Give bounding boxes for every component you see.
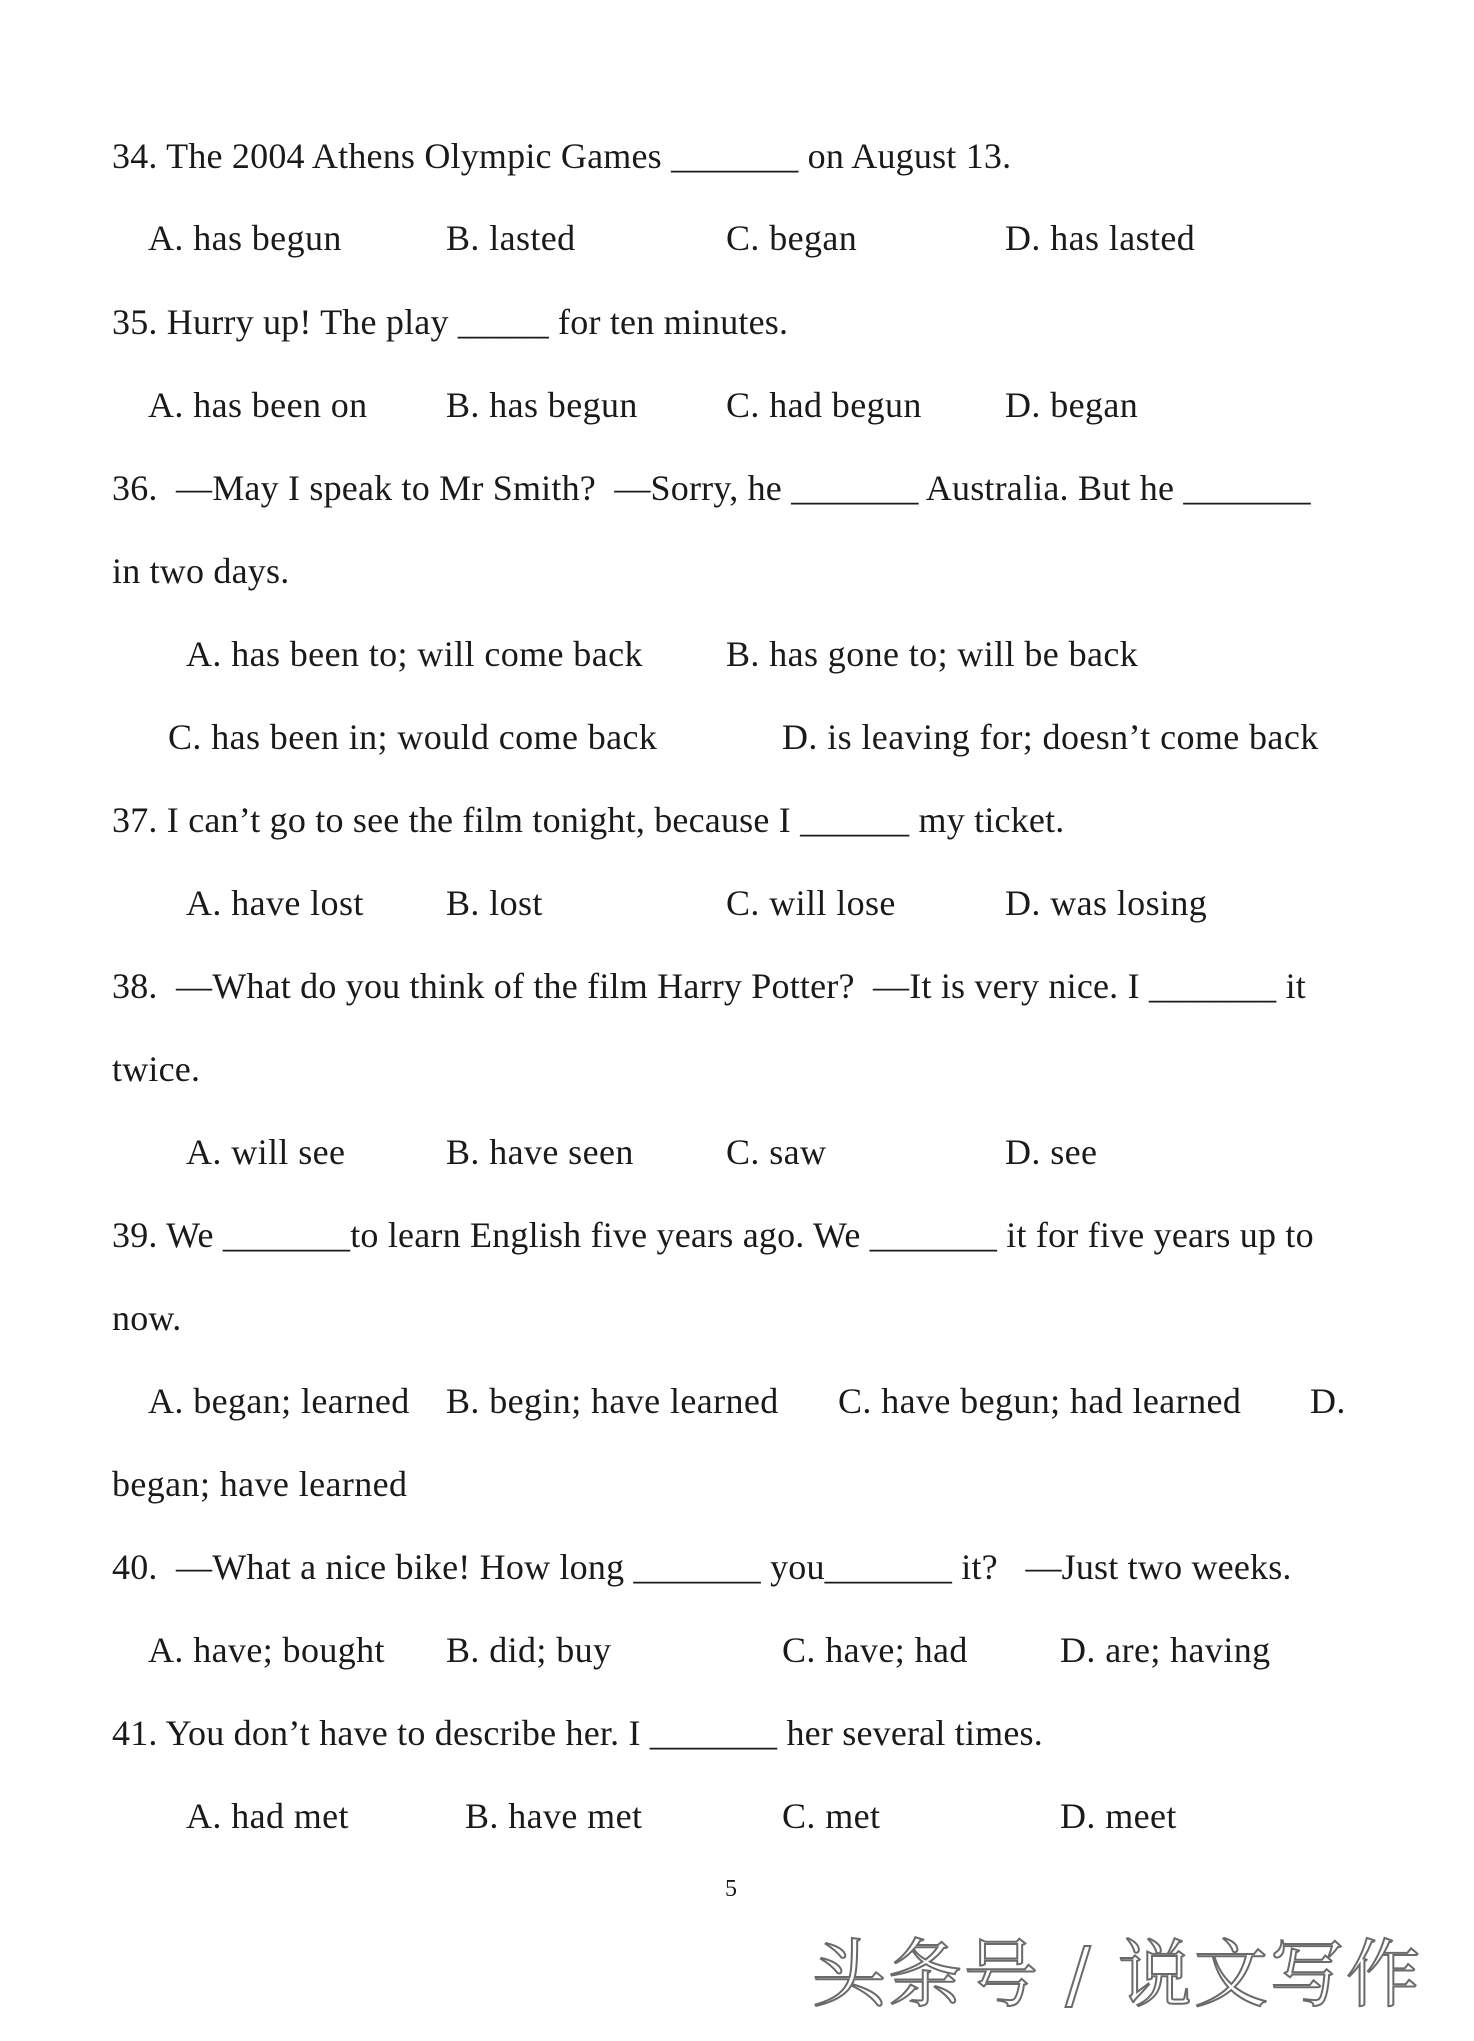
question-38-option-a: A. will see: [186, 1132, 346, 1172]
question-35-option-b: B. has begun: [446, 385, 638, 425]
question-37-stem: 37. I can’t go to see the film tonight, because I ______ my ticket.: [112, 800, 1065, 840]
question-34-option-b: B. lasted: [446, 218, 576, 258]
question-35-option-a: A. has been on: [148, 385, 368, 425]
question-34-stem: 34. The 2004 Athens Olympic Games _______ on August 13.: [112, 136, 1012, 176]
question-37-option-a: A. have lost: [186, 883, 364, 923]
question-39-stem-line-2: now.: [112, 1298, 182, 1338]
question-35-stem: 35. Hurry up! The play _____ for ten minutes.: [112, 302, 789, 342]
question-39-option-d-label: D.: [1310, 1381, 1346, 1421]
question-35-option-c: C. had begun: [726, 385, 922, 425]
question-39-stem-line-1: 39. We _______to learn English five years ago. We _______ it for five years up to: [112, 1215, 1314, 1255]
question-37-option-d: D. was losing: [1005, 883, 1208, 923]
question-35-option-d: D. began: [1005, 385, 1139, 425]
question-36-option-a: A. has been to; will come back: [186, 634, 643, 674]
question-37-option-c: C. will lose: [726, 883, 896, 923]
question-36-stem-line-1: 36. —May I speak to Mr Smith? —Sorry, he _______ Australia. But he _______: [112, 468, 1311, 508]
question-41-option-a: A. had met: [186, 1796, 349, 1836]
question-36-option-d: D. is leaving for; doesn’t come back: [782, 717, 1319, 757]
question-40-option-b: B. did; buy: [446, 1630, 612, 1670]
question-38-stem-line-2: twice.: [112, 1049, 201, 1089]
question-40-option-d: D. are; having: [1060, 1630, 1271, 1670]
question-40-stem: 40. —What a nice bike! How long _______ you_______ it? —Just two weeks.: [112, 1547, 1292, 1587]
question-38-option-d: D. see: [1005, 1132, 1098, 1172]
question-41-option-c: C. met: [782, 1796, 881, 1836]
question-39-option-c: C. have begun; had learned: [838, 1381, 1242, 1421]
question-34-option-a: A. has begun: [148, 218, 342, 258]
question-41-stem: 41. You don’t have to describe her. I _______ her several times.: [112, 1713, 1043, 1753]
question-38-option-c: C. saw: [726, 1132, 827, 1172]
question-38-stem-line-1: 38. —What do you think of the film Harry Potter? —It is very nice. I _______ it: [112, 966, 1306, 1006]
question-34-option-c: C. began: [726, 218, 858, 258]
question-34-option-d: D. has lasted: [1005, 218, 1196, 258]
question-38-option-b: B. have seen: [446, 1132, 634, 1172]
question-39-option-b: B. begin; have learned: [446, 1381, 779, 1421]
question-37-option-b: B. lost: [446, 883, 543, 923]
question-41-option-b: B. have met: [465, 1796, 643, 1836]
question-36-option-c: C. has been in; would come back: [168, 717, 658, 757]
question-40-option-c: C. have; had: [782, 1630, 968, 1670]
question-36-option-b: B. has gone to; will be back: [726, 634, 1139, 674]
question-39-option-d-text: began; have learned: [112, 1464, 408, 1504]
watermark-logo: 头条号 / 说文写作: [812, 1932, 1422, 2018]
question-39-option-a: A. began; learned: [148, 1381, 410, 1421]
question-41-option-d: D. meet: [1060, 1796, 1177, 1836]
page-number: 5: [725, 1876, 737, 1902]
question-36-stem-line-2: in two days.: [112, 551, 290, 591]
question-40-option-a: A. have; bought: [148, 1630, 385, 1670]
